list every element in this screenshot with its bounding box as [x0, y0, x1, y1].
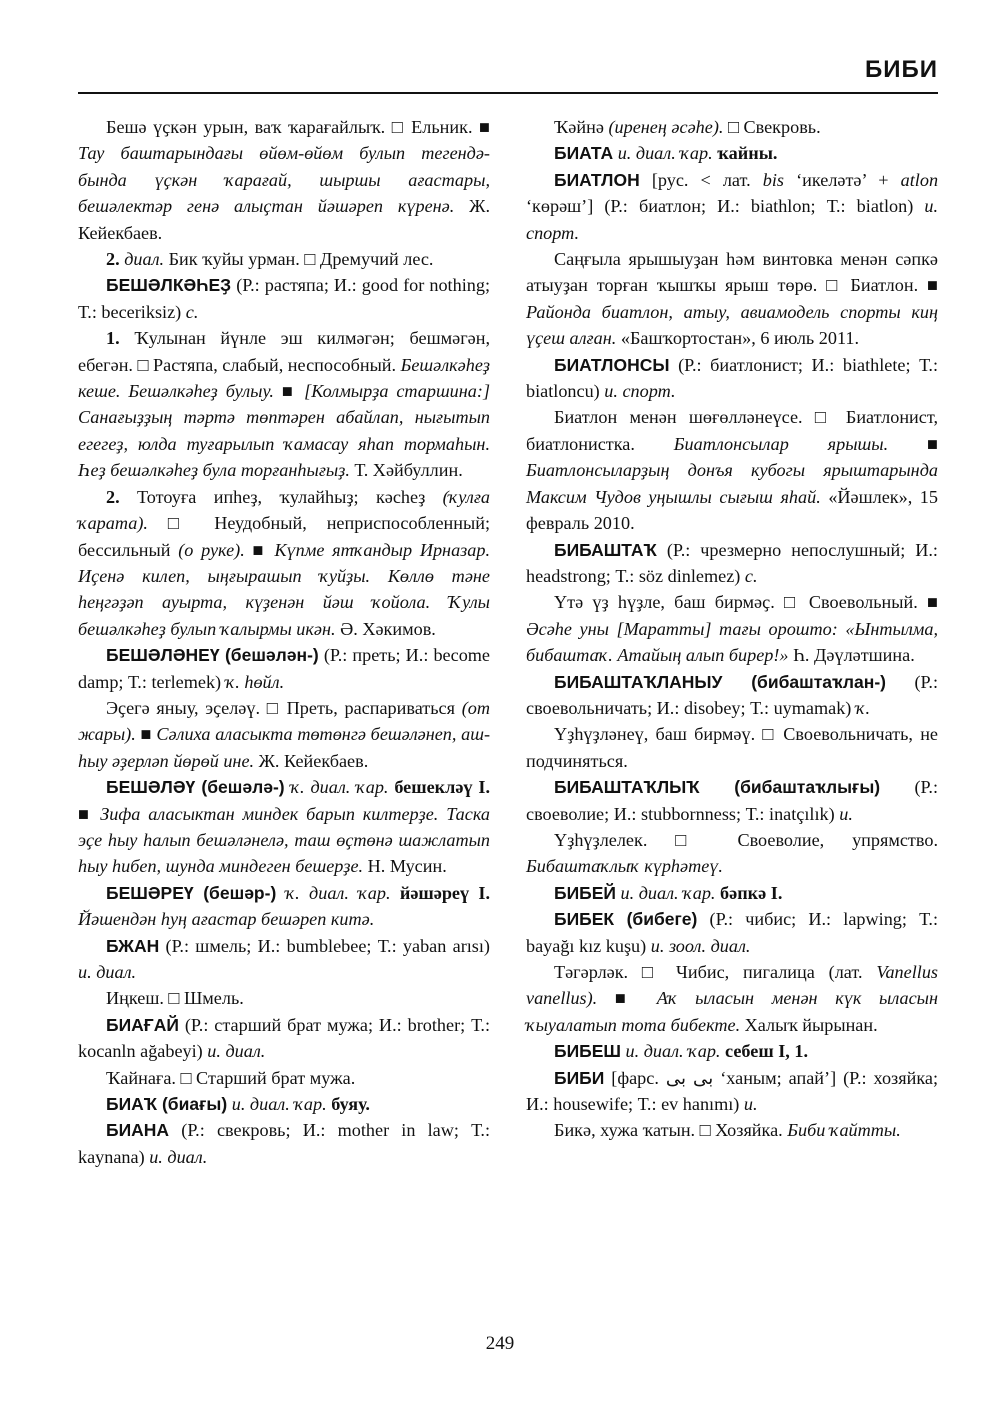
headword: БИАТЛОНСЫ [554, 354, 670, 375]
headword: БИАҠ (биағы) [106, 1094, 228, 1115]
entry-sense: 1. Ҡулынан йүнле эш килмәгән; бешмәгән, ебегән. □ Растяпа, слабый, неспособный. Бешәлкәһеҙ кеше. Бешәлкәһеҙ булыу. ■ [Колмырҙа старшина:] Санағыҙҙың тәртә төптәрен абайлап, нығытып егегеҙ, юлда туғарылып ҡамасау яһап тормаһын. Һеҙ бешәлкәһеҙ була торғанһығыҙ. Т. Хәйбуллин. [78, 328, 491, 481]
dictionary-entry: БЕШӘЛКӘҺЕҘ (Р.: растяпа; И.: good for nothing; Т.: beceriksiz) с. [78, 275, 490, 322]
headword: БЖАН [106, 935, 160, 956]
headword: БИАТЛОН [554, 169, 640, 190]
entry-sense: Үтә үҙ һүҙле, баш бирмәҫ. □ Своевольный. ■ Әсәһе уны [Маратты] тағы орошто: «Ынтылма, бибаштаҡ. Атайың алып бирер!» Һ. Дәүләтшина. [526, 592, 938, 666]
dictionary-entry: БИБАШТАҠ (Р.: чрезмерно непослушный; И.: headstrong; Т.: söz dinlemez) с. [526, 539, 938, 586]
entry-sense: 2. Тотоуға ипһеҙ, ҡулайһыҙ; кәсһеҙ (ҡулға ҡарата). □ Неудобный, неприспособленный; бессильный (о руке). ■ Күпме ятҡандыр Ирназар. Иҫенә килеп, ыңғырашып ҡуйҙы. Көллө тәне һеңгәҙәп ауырта, күҙенән йәш ҡойола. Ҡулы бешәлкәһеҙ булып ҡалырмы икән. Ә. Хәкимов. [78, 486, 491, 639]
dictionary-entry: БИАҠ (биағы) и. диал. ҡар. буяу. [106, 1094, 370, 1115]
headword: БИБАШТАҠЛЫҠ (бибаштаҡлығы) [554, 777, 881, 798]
dictionary-entry: БИБАШТАҠЛАНЫУ (бибаштаҡлан-) (Р.: своевольничать; И.: disobey; Т.: uymamak) ҡ. [526, 671, 938, 718]
left-column [78, 114, 490, 1170]
headword: БИАТА [554, 143, 614, 164]
page-number: 249 [485, 1333, 515, 1354]
dictionary-entry: БИБАШТАҠЛЫҠ (бибаштаҡлығы) (Р.: своеволие; И.: stubbornness; Т.: inatçılık) и. [526, 777, 938, 824]
dictionary-entry: БЖАН (Р.: шмель; И.: bumblebee; Т.: yaban arısı) и. диал. [78, 935, 490, 982]
headword: БЕШӘЛӘНЕҮ (бешәлән-) [106, 645, 319, 666]
headword: БЕШӘЛКӘҺЕҘ [106, 275, 232, 296]
headword: БИБАШТАҠЛАНЫУ (бибаштаҡлан-) [554, 671, 887, 692]
headword: БЕШӘЛӘҮ (бешәлә-) [106, 777, 285, 798]
headword: БИБАШТАҠ [554, 539, 657, 560]
headword: БИБЕК (бибеге) [554, 909, 698, 930]
entry-sense: Биатлон менән шөғөлләнеүсе. □ Биатлонист, биатлонистка. Биатлонсылар ярышы. ■ Биатлонсыларҙың донъя кубогы ярыштарында Максим Чудов уңышлы сығыш яһай. «Йәшлек», 15 февраль 2010. [526, 407, 939, 534]
right-column [526, 114, 938, 1144]
dictionary-entry: БЕШӘЛӘҮ (бешәлә-) ҡ. диал. ҡар. бешекләү I. ■ Зифа аласыктан миндек барып килтерҙе. Таска эҫе һыу һалып бешәләнелә, таш өҫтөнә шажлатып һыу һибеп, шунда миндеген бешерҙе. Н. Мусин. [78, 777, 490, 877]
entry-sense: Иңкеш. □ Шмель. [106, 988, 244, 1009]
entry-sense: Үҙһүҙлелек. □ Своеволие, упрямство. Бибаштаҡлыҡ күрһәтеү. [526, 829, 938, 877]
dictionary-entry: БИБИ [фарс. بی بی ‘ханым; апай’] (Р.: хозяйка; И.: housewife; Т.: ev hanımı) и. [526, 1067, 939, 1115]
dictionary-entry: БИАТЛОНСЫ (Р.: биатлонист; И.: biathlete; Т.: biatloncu) и. спорт. [526, 354, 938, 402]
header-rule [78, 92, 938, 94]
entry-sense: Бешә үҫкән урын, ваҡ ҡарағайлыҡ. □ Ельник. ■ Тау баштарындағы өйөм-өйөм булып тегендә-бында үҫкән ҡарағай, шыршы ағастары, бешәлектәр генә алыҫтан йәшәреп күренә. Ж. Кейекбаев. [78, 117, 491, 243]
headword: БИАНА [106, 1120, 170, 1141]
running-head: БИБИ [865, 56, 938, 83]
headword: БИБЕЙ [554, 882, 616, 903]
dictionary-entry: БИАҒАЙ (Р.: старший брат мужа; И.: brother; Т.: kocanln ağabeyi) и. диал. [78, 1014, 490, 1062]
dictionary-entry: БИАТЛОН [рус. < лат. bis ‘икеләтә’ + atlon ‘көрәш’] (Р.: биатлон; И.: biathlon; Т.: biatlon) и. спорт. [526, 169, 939, 243]
dictionary-entry: БЕШӘЛӘНЕҮ (бешәлән-) (Р.: преть; И.: become damp; Т.: terlemek) ҡ. һөйл. [78, 645, 491, 692]
entry-sense: Эҫегә яныу, эҫеләү. □ Преть, распариваться (от жары). ■ Сәлиха аласыкта төтөнгә бешәләнеп, аш-һыу әҙерләп йөрөй ине. Ж. Кейекбаев. [78, 697, 491, 771]
headword: БЕШӘРЕҮ (бешәр-) [106, 882, 277, 903]
headword: БИАҒАЙ [106, 1014, 179, 1035]
entry-sense: Ҡәйнә (иренең әсәһе). □ Свекровь. [554, 117, 821, 137]
dictionary-entry: БЕШӘРЕҮ (бешәр-) ҡ. диал. ҡар. йәшәреү I. Йәшендән һуң ағастар бешәреп китә. [78, 882, 491, 930]
entry-sense: 2. диал. Бик ҡуйы урман. □ Дремучий лес. [106, 249, 434, 270]
dictionary-entry: БИБЕЙ и. диал. ҡар. бәпкә I. [554, 882, 783, 903]
headword: БИБИ [554, 1067, 605, 1088]
entry-sense: Саңғыла ярышыуҙан һәм винтовка менән сәпкә атыуҙан торған ҡышҡы ярыш төрө. □ Биатлон. ■ Районда биатлон, атыу, авиамодель спорты киң үҫеш алған. «Башҡортостан», 6 июль 2011. [526, 249, 938, 349]
entry-sense: Үҙһүҙләнеү, баш бирмәү. □ Своевольничать, не подчиняться. [526, 724, 938, 771]
entry-sense: Ҡайнаға. □ Старший брат мужа. [106, 1067, 356, 1088]
headword: БИБЕШ [554, 1041, 621, 1062]
dictionary-entry: БИАНА (Р.: свекровь; И.: mother in law; Т.: kaynana) и. диал. [78, 1120, 491, 1167]
dictionary-entry: БИБЕШ и. диал. ҡар. себеш I, 1. [554, 1041, 809, 1062]
dictionary-entry: БИБЕК (бибеге) (Р.: чибис; И.: lapwing; Т.: bayağı kız kuşu) и. зоол. диал. [526, 909, 938, 956]
entry-sense: Бикә, хужа ҡатын. □ Хозяйка. Биби ҡайтты. [554, 1120, 901, 1141]
entry-sense: Тәгәрләк. □ Чибис, пигалица (лат. Vanellus vanellus). ■ Аҡ ыласын менән күк ыласын ҡыуалатып тота бибекте. Халыҡ йырынан. [526, 962, 939, 1035]
dictionary-entry: БИАТА и. диал. ҡар. ҡайны. [554, 143, 778, 164]
